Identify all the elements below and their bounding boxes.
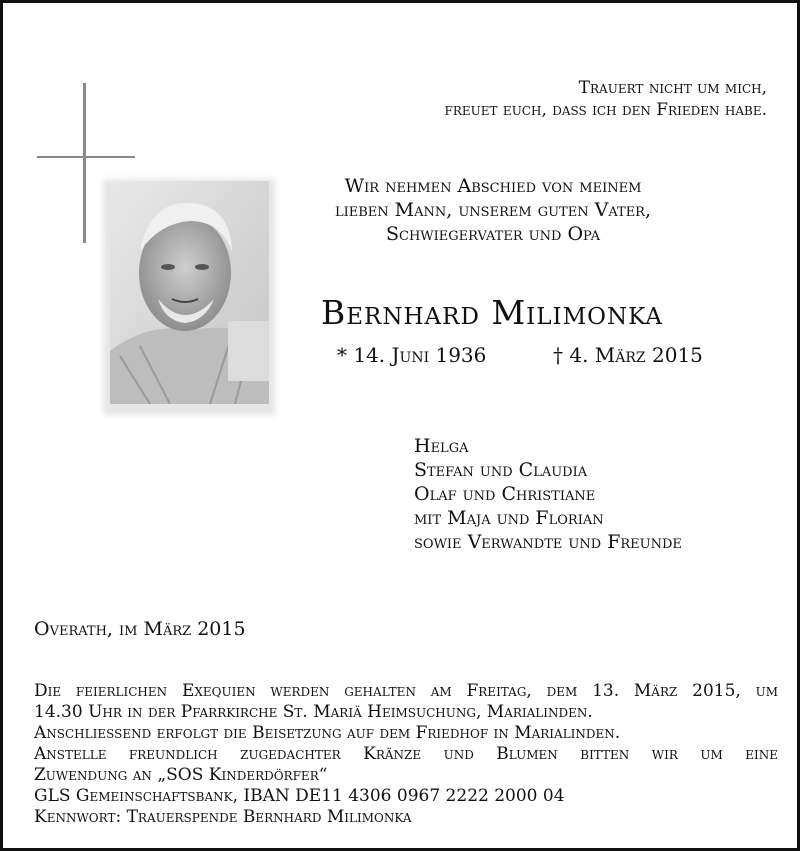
- cross-icon-vertical: [83, 83, 86, 243]
- info-line-7: Kennwort: Trauerspende Bernhard Milimonka: [34, 807, 412, 827]
- mourner-item: Stefan und Claudia: [414, 459, 588, 481]
- deceased-name: Bernhard Milimonka: [321, 293, 664, 332]
- quote-line-1: Trauert nicht um mich,: [578, 78, 767, 98]
- quote-line-2: freuet euch, dass ich den Frieden habe.: [444, 100, 767, 120]
- mourner-item: mit Maja und Florian: [414, 507, 604, 529]
- cross-icon-horizontal: [37, 156, 135, 158]
- info-line-6: GLS Gemeinschaftsbank, IBAN DE11 4306 0967 2222 2000 04: [34, 786, 565, 806]
- intro-line-3: Schwiegervater und Opa: [386, 223, 600, 245]
- mourner-item: Helga: [414, 435, 469, 457]
- quote: [445, 77, 767, 121]
- info-line-4: Anstelle freundlich zugedachter Kränze und Blumen bitten wir um eine: [34, 744, 778, 764]
- mourner-item: Olaf und Christiane: [414, 483, 596, 505]
- birth-date: * 14. Juni 1936: [337, 343, 487, 367]
- portrait-photo-image: [110, 181, 269, 404]
- place-date: Overath, im März 2015: [34, 618, 246, 640]
- info-line-3: Anschliessend erfolgt die Beisetzung auf dem Friedhof in Marialinden.: [34, 723, 621, 743]
- portrait-photo: [110, 181, 269, 404]
- info-line-1: Die feierlichen Exequien werden gehalten am Freitag, dem 13. März 2015, um: [34, 681, 778, 701]
- farewell-intro: [303, 174, 683, 246]
- death-date: † 4. März 2015: [553, 343, 703, 367]
- intro-line-1: Wir nehmen Abschied von meinem: [344, 175, 642, 197]
- mourners-list: [414, 434, 682, 554]
- info-line-2: 14.30 Uhr in der Pfarrkirche St. Mariä Heimsuchung, Marialinden.: [34, 702, 593, 722]
- intro-line-2: lieben Mann, unserem guten Vater,: [334, 199, 652, 221]
- mourner-item: sowie Verwandte und Freunde: [414, 531, 682, 553]
- info-line-5: Zuwendung an „SOS Kinderdörfer“: [34, 765, 328, 785]
- service-info: [34, 681, 778, 828]
